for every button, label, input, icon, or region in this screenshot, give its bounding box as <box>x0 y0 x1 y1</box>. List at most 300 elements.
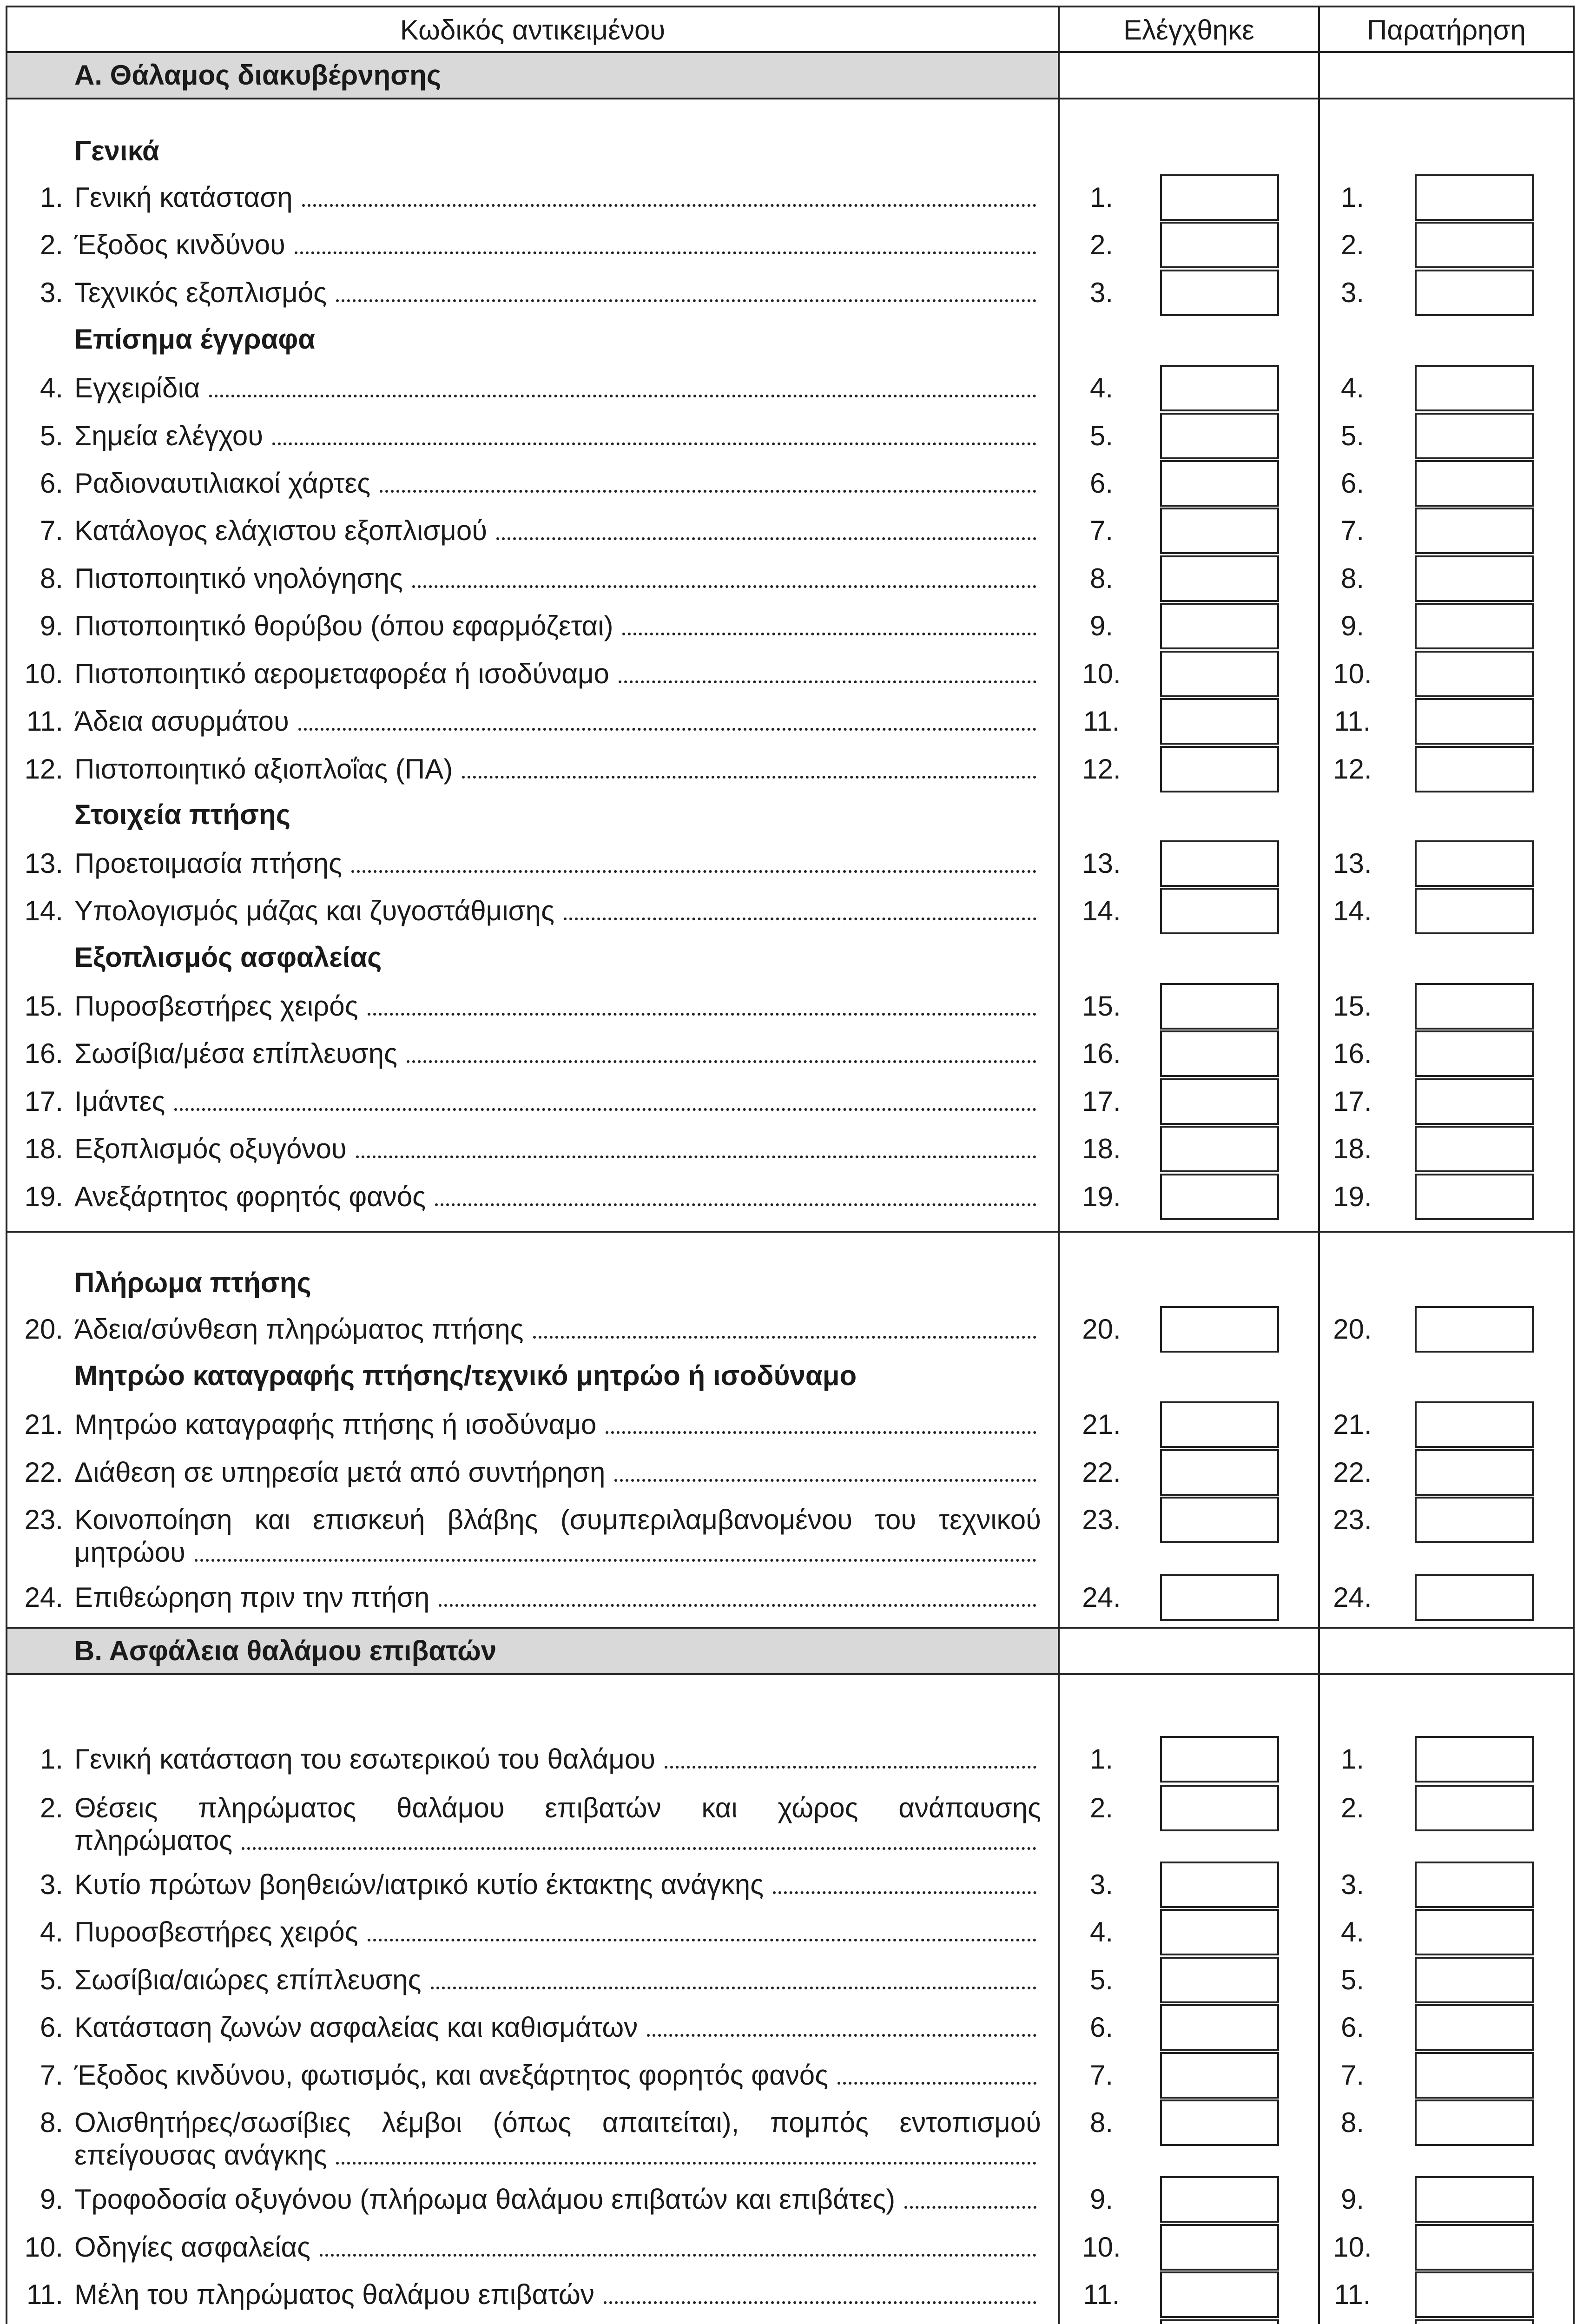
checked-box[interactable] <box>1160 1449 1279 1496</box>
item-label <box>74 2059 1041 2092</box>
checked-box[interactable] <box>1160 888 1279 934</box>
dot-leader <box>209 395 1036 397</box>
remark-code: 10. <box>1333 658 1372 689</box>
item-number: 9. <box>40 2184 63 2215</box>
checked-box[interactable] <box>1160 840 1279 887</box>
item-label-text: Κατάλογος ελάχιστου εξοπλισμού <box>74 515 488 546</box>
remark-code: 17. <box>1333 1086 1372 1117</box>
header-remark: Παρατήρηση <box>1367 14 1526 46</box>
checked-code: 24. <box>1082 1582 1121 1613</box>
checked-code: 20. <box>1082 1314 1121 1345</box>
checked-box[interactable] <box>1160 460 1279 507</box>
item-label <box>74 610 1041 642</box>
checked-box[interactable] <box>1160 413 1279 459</box>
dot-leader <box>336 2162 1036 2165</box>
checklist-row <box>0 607 1583 645</box>
checked-code: 14. <box>1082 895 1121 926</box>
checked-box[interactable] <box>1160 1497 1279 1543</box>
checked-box[interactable] <box>1160 983 1279 1030</box>
remark-code: 24. <box>1333 1582 1372 1613</box>
remark-code: 5. <box>1340 420 1365 451</box>
checked-code: 1. <box>1089 1743 1114 1775</box>
item-number: 19. <box>24 1181 63 1212</box>
remark-code: 8. <box>1340 2107 1365 2138</box>
checklist-row <box>0 1914 1583 1951</box>
remark-box[interactable] <box>1415 174 1534 221</box>
checked-code: 8. <box>1089 2107 1114 2138</box>
dot-leader <box>647 2034 1036 2037</box>
item-number: 8. <box>40 2107 63 2138</box>
checklist-row <box>0 1866 1583 1903</box>
checklist-row <box>0 655 1583 693</box>
dot-leader <box>336 299 1036 302</box>
item-label <box>74 181 1041 214</box>
checklist-row <box>0 1961 1583 1999</box>
remark-code: 10. <box>1333 2232 1372 2263</box>
remark-code: 22. <box>1333 1457 1372 1488</box>
remark-box[interactable] <box>1415 698 1534 745</box>
dot-leader <box>368 1939 1037 1941</box>
item-label <box>74 1408 1041 1441</box>
remark-box[interactable] <box>1415 555 1534 602</box>
dot-leader <box>174 1108 1036 1111</box>
checked-box[interactable] <box>1160 1957 1279 2003</box>
checked-code: 1. <box>1089 182 1114 213</box>
group-title: Εξοπλισμός ασφαλείας <box>74 942 382 973</box>
item-number: 12. <box>24 753 63 785</box>
checked-code: 6. <box>1089 468 1114 499</box>
remark-box[interactable] <box>1415 2224 1534 2271</box>
dot-leader <box>564 918 1036 920</box>
item-label <box>74 990 1041 1023</box>
checked-box[interactable] <box>1160 365 1279 411</box>
item-label-continuation: πληρώματος <box>74 1825 233 1856</box>
remark-box[interactable] <box>1415 1736 1534 1783</box>
dot-leader <box>838 2082 1036 2085</box>
item-label-line: Κοινοποίηση και επισκευή βλάβης (συμπεριλαμβανομένου του τεχνικού <box>74 1504 1041 1535</box>
item-label <box>74 372 1041 404</box>
item-label-text: Προετοιμασία πτήσης <box>74 848 342 879</box>
remark-box[interactable] <box>1415 1306 1534 1353</box>
dot-leader <box>619 680 1036 683</box>
remark-code: 15. <box>1333 990 1372 1022</box>
checked-code: 5. <box>1089 1964 1114 1995</box>
checked-box[interactable] <box>1160 2176 1279 2223</box>
dot-leader <box>614 1479 1036 1482</box>
remark-code: 23. <box>1333 1504 1372 1535</box>
dot-leader <box>302 204 1036 207</box>
item-number: 24. <box>24 1582 63 1613</box>
checked-box[interactable] <box>1160 270 1279 316</box>
checklist-row <box>0 465 1583 502</box>
remark-box[interactable] <box>1415 2100 1534 2146</box>
dot-leader <box>435 1203 1036 1206</box>
dot-leader <box>604 2301 1036 2304</box>
checked-code: 16. <box>1082 1038 1121 1069</box>
item-number: 23. <box>24 1504 63 1535</box>
remark-code: 19. <box>1333 1181 1372 1212</box>
dot-leader <box>606 1431 1036 1434</box>
checklist-row <box>0 1130 1583 1168</box>
dot-leader <box>295 251 1036 254</box>
remark-code: 7. <box>1340 2060 1365 2091</box>
item-label-text: Ανεξάρτητος φορητός φανός <box>74 1181 426 1212</box>
item-number: 22. <box>24 1457 63 1488</box>
item-label <box>74 277 1041 309</box>
checked-box[interactable] <box>1160 508 1279 554</box>
checked-code: 9. <box>1089 610 1114 641</box>
item-label-text: Σωσίβια/αιώρες επίπλευσης <box>74 1964 422 1995</box>
item-number: 6. <box>40 468 63 499</box>
checklist-row <box>0 2057 1583 2094</box>
item-label <box>74 2106 1041 2176</box>
item-label-text: Τεχνικός εξοπλισμός <box>74 277 327 308</box>
item-number: 11. <box>26 2279 63 2310</box>
item-label-text: Επιθεώρηση πριν την πτήση <box>74 1582 430 1613</box>
checklist-row <box>0 703 1583 740</box>
checked-box[interactable] <box>1160 2100 1279 2146</box>
checked-box[interactable] <box>1160 1126 1279 1172</box>
checked-code: 4. <box>1089 372 1114 403</box>
section-a-title: Α. Θάλαμος διακυβέρνησης <box>74 59 442 91</box>
dot-leader <box>298 728 1036 731</box>
item-number: 8. <box>40 563 63 594</box>
item-label-text: Σημεία ελέγχου <box>74 420 264 451</box>
remark-box[interactable] <box>1415 1497 1534 1543</box>
dot-leader <box>462 776 1036 779</box>
item-label <box>74 1743 1041 1776</box>
remark-box[interactable] <box>1415 270 1534 316</box>
checklist-row <box>0 2181 1583 2218</box>
item-label <box>74 1868 1041 1901</box>
item-label <box>74 229 1041 261</box>
group-title: Γενικά <box>74 135 159 166</box>
item-number: 14. <box>24 895 63 926</box>
remark-code: 3. <box>1340 277 1365 308</box>
item-label <box>74 1133 1041 1165</box>
group-title: Μητρώο καταγραφής πτήσης/τεχνικό μητρώο ή ισοδύναμο <box>74 1360 857 1391</box>
item-label-text: Πιστοποιητικό αερομεταφορέα ή ισοδύναμο <box>74 658 609 689</box>
remark-box[interactable] <box>1415 1957 1534 2003</box>
remark-box[interactable] <box>1415 2052 1534 2099</box>
item-label <box>74 562 1041 595</box>
item-label <box>74 1916 1041 1948</box>
item-label-text: Κυτίο πρώτων βοηθειών/ιατρικό κυτίο έκτακτης ανάγκης <box>74 1869 764 1900</box>
checklist-row <box>0 1579 1583 1616</box>
remark-code: 18. <box>1333 1133 1372 1164</box>
remark-box[interactable] <box>1415 746 1534 792</box>
item-label-text: Μητρώο καταγραφής πτήσης ή ισοδύναμο <box>74 1409 597 1440</box>
remark-code: 4. <box>1340 1916 1365 1948</box>
group-title: Επίσημα έγγραφα <box>74 324 316 355</box>
remark-box[interactable] <box>1415 983 1534 1030</box>
checked-box[interactable] <box>1160 651 1279 697</box>
item-label <box>74 467 1041 500</box>
item-label-text: Πυροσβεστήρες χειρός <box>74 1916 358 1948</box>
remark-code: 14. <box>1333 895 1372 926</box>
item-label <box>74 1085 1041 1118</box>
dot-leader <box>407 1060 1036 1063</box>
item-label <box>74 1037 1041 1070</box>
checked-code: 21. <box>1082 1409 1121 1440</box>
checked-box[interactable] <box>1160 2319 1279 2324</box>
item-label <box>74 1792 1041 1862</box>
dot-leader <box>496 537 1036 540</box>
checked-code: 17. <box>1082 1086 1121 1117</box>
checklist-row <box>0 179 1583 216</box>
remark-box[interactable] <box>1415 1030 1534 1077</box>
item-label-text: Πιστοποιητικό νηολόγησης <box>74 563 403 594</box>
dot-leader <box>773 1891 1036 1894</box>
remark-code: 9. <box>1340 2184 1365 2215</box>
checked-box[interactable] <box>1160 1862 1279 1908</box>
remark-box[interactable] <box>1415 365 1534 411</box>
checklist-row <box>0 1454 1583 1491</box>
item-number: 20. <box>24 1314 63 1345</box>
remark-box[interactable] <box>1415 508 1534 554</box>
item-number: 7. <box>40 2060 63 2091</box>
remark-box[interactable] <box>1415 840 1534 887</box>
remark-code: 3. <box>1340 1869 1365 1900</box>
checked-box[interactable] <box>1160 222 1279 268</box>
item-number: 15. <box>24 990 63 1022</box>
item-number: 3. <box>40 1869 63 1900</box>
item-label-text: Κατάσταση ζωνών ασφαλείας και καθισμάτων <box>74 2012 638 2043</box>
remark-code: 4. <box>1340 372 1365 403</box>
item-label <box>74 1313 1041 1346</box>
remark-box[interactable] <box>1415 2271 1534 2318</box>
checklist-row <box>0 274 1583 311</box>
section-divider <box>6 1673 1575 1675</box>
item-label-text: Γενική κατάσταση του εσωτερικού του θαλάμου <box>74 1743 656 1775</box>
item-label-text: Πιστοποιητικό αξιοπλοΐας (ΠΑ) <box>74 753 453 785</box>
checked-box[interactable] <box>1160 2224 1279 2271</box>
checked-box[interactable] <box>1160 1306 1279 1353</box>
section-divider <box>6 98 1575 99</box>
checked-code: 4. <box>1089 1916 1114 1948</box>
item-number: 1. <box>40 1743 63 1775</box>
checked-box[interactable] <box>1160 1785 1279 1831</box>
item-label <box>74 1181 1041 1213</box>
remark-box[interactable] <box>1415 2319 1534 2324</box>
item-label-text: Εξοπλισμός οξυγόνου <box>74 1133 347 1164</box>
checked-code: 2. <box>1089 229 1114 260</box>
remark-code: 6. <box>1340 2012 1365 2043</box>
item-number: 18. <box>24 1133 63 1164</box>
checked-code: 18. <box>1082 1133 1121 1164</box>
item-label <box>74 895 1041 927</box>
checked-code: 8. <box>1089 563 1114 594</box>
item-label <box>74 847 1041 880</box>
remark-code: 8. <box>1340 563 1365 594</box>
dot-leader <box>195 1559 1036 1562</box>
checked-box[interactable] <box>1160 555 1279 602</box>
remark-box[interactable] <box>1415 888 1534 934</box>
remark-code: 5. <box>1340 1964 1365 1995</box>
checked-box[interactable] <box>1160 698 1279 745</box>
checklist-row <box>0 1406 1583 1443</box>
item-label-text: Έξοδος κινδύνου <box>74 229 285 260</box>
item-number: 2. <box>40 1792 63 1823</box>
checklist-row <box>0 892 1583 930</box>
checked-code: 13. <box>1082 848 1121 879</box>
item-label <box>74 658 1041 690</box>
item-label-text: Μέλη του πληρώματος θαλάμου επιβατών <box>74 2279 594 2310</box>
item-label-text: Τροφοδοσία οξυγόνου (πλήρωμα θαλάμου επιβατών και επιβάτες) <box>74 2184 896 2215</box>
checklist-row <box>0 1741 1583 1778</box>
remark-code: 12. <box>1333 753 1372 785</box>
item-label <box>74 515 1041 547</box>
checked-box[interactable] <box>1160 1736 1279 1783</box>
remark-box[interactable] <box>1415 1909 1534 1955</box>
remark-code: 7. <box>1340 515 1365 546</box>
checked-box[interactable] <box>1160 1078 1279 1125</box>
remark-box[interactable] <box>1415 651 1534 697</box>
item-label-text: Εγχειρίδια <box>74 372 200 403</box>
checked-code: 9. <box>1089 2184 1114 2215</box>
dot-leader <box>904 2206 1036 2209</box>
checklist-row <box>0 512 1583 549</box>
remark-box[interactable] <box>1415 222 1534 268</box>
checklist-row <box>0 370 1583 407</box>
checked-box[interactable] <box>1160 1574 1279 1621</box>
remark-box[interactable] <box>1415 413 1534 459</box>
item-label-text: Γενική κατάσταση <box>74 182 293 213</box>
header-item-code: Κωδικός αντικειμένου <box>400 14 666 46</box>
checked-code: 5. <box>1089 420 1114 451</box>
item-label-text: Ιμάντες <box>74 1086 165 1117</box>
block-divider <box>6 1231 1575 1233</box>
item-number: 5. <box>40 420 63 451</box>
checklist-row <box>0 845 1583 882</box>
checked-box[interactable] <box>1160 1030 1279 1077</box>
checked-code: 10. <box>1082 658 1121 689</box>
item-label-text: Έξοδος κινδύνου, φωτισμός, και ανεξάρτητος φορητός φανός <box>74 2060 829 2091</box>
item-number: 2. <box>40 229 63 260</box>
dot-leader <box>368 1013 1037 1016</box>
dot-leader <box>272 442 1036 445</box>
checked-code: 11. <box>1083 706 1120 737</box>
item-label <box>74 1581 1041 1614</box>
remark-box[interactable] <box>1415 2004 1534 2051</box>
checked-code: 7. <box>1089 2060 1114 2091</box>
checked-box[interactable] <box>1160 1909 1279 1955</box>
checked-code: 3. <box>1089 277 1114 308</box>
checked-code: 2. <box>1089 1792 1114 1823</box>
remark-box[interactable] <box>1415 1174 1534 1220</box>
checklist-row <box>0 1083 1583 1120</box>
dot-leader <box>412 585 1036 588</box>
checked-box[interactable] <box>1160 174 1279 221</box>
item-label <box>74 1504 1041 1573</box>
dot-leader <box>431 1987 1036 1989</box>
item-label <box>74 753 1041 786</box>
checklist-row <box>0 2009 1583 2046</box>
item-number: 5. <box>40 1964 63 1995</box>
item-number: 4. <box>40 372 63 403</box>
remark-box[interactable] <box>1415 1449 1534 1496</box>
checked-code: 11. <box>1083 2279 1120 2310</box>
dot-leader <box>351 870 1036 873</box>
section-b-title: Β. Ασφάλεια θαλάμου επιβατών <box>74 1635 497 1666</box>
item-number: 16. <box>24 1038 63 1069</box>
checklist-row <box>0 2104 1583 2171</box>
checked-box[interactable] <box>1160 1401 1279 1448</box>
checked-box[interactable] <box>1160 2004 1279 2051</box>
group-title: Πλήρωμα πτήσης <box>74 1267 311 1298</box>
item-label <box>74 2011 1041 2044</box>
checked-code: 3. <box>1089 1869 1114 1900</box>
checked-code: 12. <box>1082 753 1121 785</box>
checked-code: 15. <box>1082 990 1121 1022</box>
remark-box[interactable] <box>1415 1574 1534 1621</box>
item-label-text: Πιστοποιητικό θορύβου (όπου εφαρμόζεται) <box>74 610 613 641</box>
checklist-row <box>0 560 1583 597</box>
remark-box[interactable] <box>1415 1862 1534 1908</box>
dot-leader <box>320 2254 1036 2257</box>
item-number: 7. <box>40 515 63 546</box>
item-label <box>74 2278 1041 2311</box>
checked-box[interactable] <box>1160 746 1279 792</box>
item-label-text: Άδεια/σύνθεση πληρώματος πτήσης <box>74 1314 524 1345</box>
remark-code: 11. <box>1334 706 1371 737</box>
remark-box[interactable] <box>1415 2176 1534 2223</box>
checked-box[interactable] <box>1160 603 1279 649</box>
item-number: 3. <box>40 277 63 308</box>
remark-code: 16. <box>1333 1038 1372 1069</box>
remark-box[interactable] <box>1415 1785 1534 1831</box>
remark-box[interactable] <box>1415 1126 1534 1172</box>
dot-leader <box>439 1604 1036 1607</box>
item-label-text: Ραδιοναυτιλιακοί χάρτες <box>74 468 371 499</box>
checklist-row <box>0 1311 1583 1348</box>
checklist-row <box>0 1501 1583 1568</box>
item-number: 1. <box>40 182 63 213</box>
item-label <box>74 705 1041 738</box>
item-number: 4. <box>40 1916 63 1948</box>
item-number: 10. <box>24 658 63 689</box>
checked-code: 23. <box>1082 1504 1121 1535</box>
item-number: 6. <box>40 2012 63 2043</box>
remark-box[interactable] <box>1415 603 1534 649</box>
remark-code: 1. <box>1340 1743 1365 1775</box>
checked-code: 7. <box>1089 515 1114 546</box>
checked-box[interactable] <box>1160 2052 1279 2099</box>
remark-box[interactable] <box>1415 460 1534 507</box>
checklist-row <box>0 751 1583 788</box>
item-label <box>74 2231 1041 2264</box>
checked-box[interactable] <box>1160 2271 1279 2318</box>
dot-leader <box>533 1336 1036 1339</box>
remark-box[interactable] <box>1415 1078 1534 1125</box>
header-checked: Ελέγχθηκε <box>1123 14 1254 46</box>
checklist-row <box>0 417 1583 455</box>
dot-leader <box>242 1847 1036 1850</box>
remark-code: 11. <box>1334 2279 1371 2310</box>
checked-code: 19. <box>1082 1181 1121 1212</box>
dot-leader <box>380 490 1036 493</box>
item-label-text: Οδηγίες ασφαλείας <box>74 2232 311 2263</box>
checked-code: 6. <box>1089 2012 1114 2043</box>
remark-code: 21. <box>1333 1409 1372 1440</box>
remark-code: 2. <box>1340 229 1365 260</box>
item-label-continuation: μητρώου <box>74 1537 185 1568</box>
remark-box[interactable] <box>1415 1401 1534 1448</box>
checked-box[interactable] <box>1160 1174 1279 1220</box>
checklist-row <box>0 226 1583 264</box>
remark-code: 20. <box>1333 1314 1372 1345</box>
item-label-text: Υπολογισμός μάζας και ζυγοστάθμισης <box>74 895 554 926</box>
